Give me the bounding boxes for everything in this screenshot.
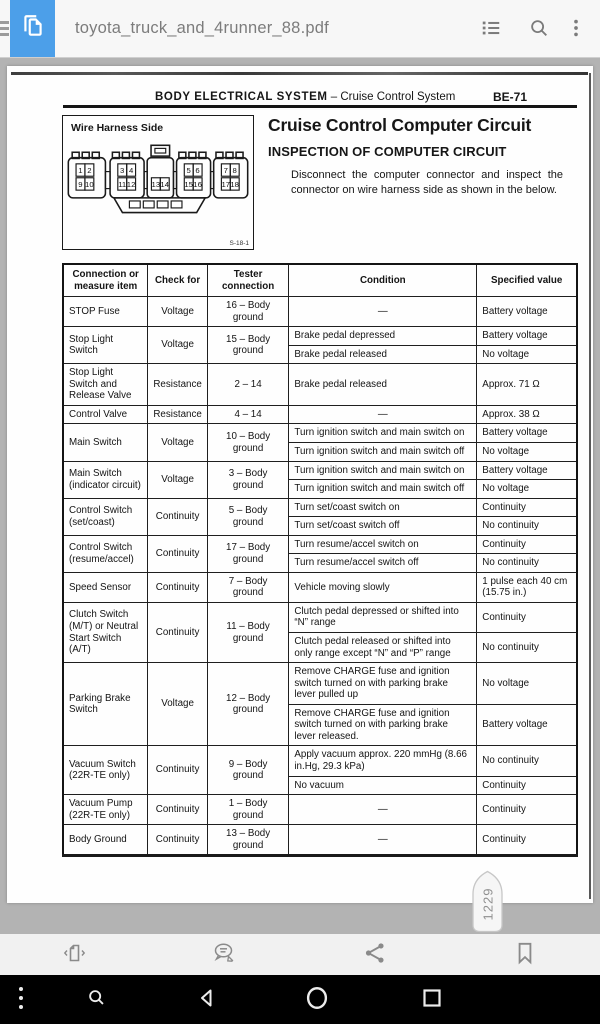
cell-specified-value: Battery voltage [477, 704, 577, 746]
section-subtitle: INSPECTION OF COMPUTER CIRCUIT [268, 144, 507, 159]
section-body-text: Disconnect the computer connector and inspect the connector on wire harness side as shown in the below. [291, 169, 563, 197]
cell-tester: 13 – Body ground [207, 825, 289, 856]
header-separator: – [327, 91, 341, 103]
cell-tester: 4 – 14 [207, 405, 289, 424]
table-row [63, 602, 577, 632]
menu-icon-partial[interactable] [0, 21, 9, 37]
wire-harness-diagram [62, 115, 254, 250]
app-bar [0, 0, 600, 58]
connector-drawing [66, 142, 250, 229]
document-pages-button[interactable] [10, 0, 55, 57]
section-text [268, 115, 580, 198]
page-code: BE-71 [493, 90, 528, 104]
search-button[interactable] [527, 17, 551, 41]
cell-condition: Turn ignition switch and main switch on [289, 461, 477, 480]
document-title: toyota_truck_and_4runner_88.pdf [75, 19, 329, 37]
cell-specified-value: Continuity [477, 498, 577, 517]
table-row [63, 424, 577, 443]
cell-check: Resistance [148, 364, 207, 406]
svg-text:3: 3 [120, 166, 125, 176]
svg-text:16: 16 [193, 180, 202, 190]
svg-text:1: 1 [78, 166, 83, 176]
cell-check: Continuity [148, 572, 207, 602]
cell-condition: Turn set/coast switch on [289, 498, 477, 517]
back-icon [195, 986, 219, 1013]
col-header-item: Connection or measure item [63, 264, 148, 297]
cell-check: Voltage [148, 424, 207, 461]
cell-specified-value: 1 pulse each 40 cm (15.75 in.) [477, 572, 577, 602]
col-header-tester: Tester connection [207, 264, 289, 297]
overflow-dots-icon [17, 985, 25, 1014]
cell-item: Control Switch (resume/accel) [63, 535, 148, 572]
table-row [63, 461, 577, 480]
cell-item: Stop Light Switch [63, 327, 148, 364]
recents-icon [420, 986, 444, 1013]
scan-artifact-top [11, 72, 588, 75]
svg-text:4: 4 [128, 166, 134, 176]
diagram-label: Wire Harness Side [71, 122, 164, 134]
cell-check: Continuity [148, 746, 207, 795]
cell-specified-value: Approx. 71 Ω [477, 364, 577, 406]
bookmark-icon [512, 940, 538, 969]
table-row [63, 535, 577, 554]
cell-condition: Turn ignition switch and main switch on [289, 424, 477, 443]
cell-condition: Turn ignition switch and main switch off [289, 480, 477, 499]
svg-text:14: 14 [160, 180, 170, 190]
cell-check: Voltage [148, 663, 207, 746]
cell-item: Main Switch (indicator circuit) [63, 461, 148, 498]
cell-tester: 10 – Body ground [207, 424, 289, 461]
cell-specified-value: No continuity [477, 554, 577, 573]
overflow-menu-button[interactable] [564, 17, 588, 41]
bookmark-button[interactable] [450, 934, 600, 975]
section-title: Cruise Control Computer Circuit [268, 115, 532, 135]
overflow-menu-icon [565, 17, 587, 42]
cell-condition: Brake pedal depressed [289, 327, 477, 346]
cell-item: Parking Brake Switch [63, 663, 148, 746]
table-row [63, 498, 577, 517]
cell-condition: Brake pedal released [289, 364, 477, 406]
cell-condition: Vehicle moving slowly [289, 572, 477, 602]
cell-tester: 7 – Body ground [207, 572, 289, 602]
cell-check: Continuity [148, 795, 207, 825]
table-row [63, 746, 577, 776]
toc-list-button[interactable] [479, 17, 503, 41]
cell-check: Continuity [148, 498, 207, 535]
cell-condition: Turn set/coast switch off [289, 517, 477, 536]
cell-condition: Remove CHARGE fuse and ignition switch turned on with parking brake lever pulled up [289, 663, 477, 705]
header-section: BODY ELECTRICAL SYSTEM [155, 91, 328, 103]
cell-item: Vacuum Pump (22R-TE only) [63, 795, 148, 825]
svg-text:2: 2 [87, 166, 92, 176]
android-navbar [0, 975, 600, 1024]
inspection-table [62, 263, 578, 857]
svg-text:12: 12 [126, 180, 136, 190]
table-header-row [63, 264, 577, 297]
svg-text:17: 17 [221, 180, 231, 190]
header-subsection: Cruise Control System [340, 91, 456, 103]
cell-condition: Apply vacuum approx. 220 mmHg (8.66 in.Hg, 29.3 kPa) [289, 746, 477, 776]
pages-copy-icon [20, 13, 46, 44]
table-row [63, 795, 577, 825]
cell-check: Voltage [148, 297, 207, 327]
cell-specified-value: Approx. 38 Ω [477, 405, 577, 424]
cell-specified-value: Battery voltage [477, 461, 577, 480]
annotate-comment-icon [211, 940, 239, 969]
cell-check: Voltage [148, 327, 207, 364]
svg-text:6: 6 [195, 166, 200, 176]
cell-check: Continuity [148, 602, 207, 662]
cell-tester: 5 – Body ground [207, 498, 289, 535]
cell-condition: — [289, 825, 477, 856]
pdf-viewer[interactable] [0, 57, 600, 934]
cell-specified-value: Battery voltage [477, 297, 577, 327]
cell-check: Voltage [148, 461, 207, 498]
col-header-value: Specified value [477, 264, 577, 297]
pdf-page [7, 66, 593, 903]
cell-tester: 15 – Body ground [207, 327, 289, 364]
cell-condition: Turn ignition switch and main switch off [289, 443, 477, 462]
table-row [63, 663, 577, 705]
cell-check: Continuity [148, 825, 207, 856]
svg-text:9: 9 [78, 180, 83, 190]
cell-item: Body Ground [63, 825, 148, 856]
cell-condition: Remove CHARGE fuse and ignition switch turned on with parking brake lever released. [289, 704, 477, 746]
cell-specified-value: No voltage [477, 345, 577, 364]
cell-condition: Turn resume/accel switch on [289, 535, 477, 554]
svg-text:5: 5 [186, 166, 191, 176]
cell-specified-value: Continuity [477, 602, 577, 632]
cell-specified-value: Continuity [477, 795, 577, 825]
cell-tester: 17 – Body ground [207, 535, 289, 572]
table-row [63, 364, 577, 406]
svg-text:10: 10 [85, 180, 94, 190]
cell-specified-value: No voltage [477, 443, 577, 462]
table-row [63, 572, 577, 602]
figure-code: S-18-1 [229, 240, 249, 247]
table-row [63, 405, 577, 424]
search-icon [528, 17, 550, 42]
cell-item: Clutch Switch (M/T) or Neutral Start Switch (A/T) [63, 602, 148, 662]
recents-button[interactable] [419, 975, 445, 1024]
cell-specified-value: No continuity [477, 633, 577, 663]
table-row [63, 297, 577, 327]
cell-check: Continuity [148, 535, 207, 572]
cell-condition: Clutch pedal depressed or shifted into “N” range [289, 602, 477, 632]
page-scroll-indicator[interactable] [472, 870, 503, 933]
cell-specified-value: No continuity [477, 746, 577, 776]
cell-condition: — [289, 297, 477, 327]
cell-specified-value: No continuity [477, 517, 577, 536]
home-button[interactable] [304, 975, 330, 1024]
cell-condition: — [289, 795, 477, 825]
svg-text:7: 7 [223, 166, 228, 176]
navbar-menu-button[interactable] [10, 975, 32, 1024]
svg-text:15: 15 [184, 180, 193, 190]
cell-specified-value: No voltage [477, 663, 577, 705]
cell-specified-value: Continuity [477, 535, 577, 554]
share-button[interactable] [300, 934, 450, 975]
cell-specified-value: Continuity [477, 825, 577, 856]
cell-item: Control Switch (set/coast) [63, 498, 148, 535]
cell-specified-value: Battery voltage [477, 327, 577, 346]
cell-item: Stop Light Switch and Release Valve [63, 364, 148, 406]
table-row [63, 327, 577, 346]
cell-condition: Turn resume/accel switch off [289, 554, 477, 573]
cell-condition: No vacuum [289, 776, 477, 795]
annotate-button[interactable] [150, 934, 300, 975]
svg-text:8: 8 [232, 166, 237, 176]
scroll-page-number: 1229 [480, 887, 495, 921]
toc-list-icon [480, 17, 502, 42]
table-row [63, 825, 577, 856]
cell-condition: Brake pedal released [289, 345, 477, 364]
scan-artifact-right [589, 73, 591, 899]
cell-tester: 3 – Body ground [207, 461, 289, 498]
cell-tester: 16 – Body ground [207, 297, 289, 327]
cell-tester: 11 – Body ground [207, 602, 289, 662]
page-header [155, 91, 455, 103]
svg-text:11: 11 [118, 180, 127, 190]
svg-text:18: 18 [230, 180, 239, 190]
pdf-toolbar [0, 934, 600, 975]
cell-tester: 1 – Body ground [207, 795, 289, 825]
cell-specified-value: No voltage [477, 480, 577, 499]
search-icon [86, 987, 108, 1012]
cell-item: Speed Sensor [63, 572, 148, 602]
navbar-search-button[interactable] [84, 975, 110, 1024]
home-icon [304, 985, 330, 1014]
cell-condition: — [289, 405, 477, 424]
cell-item: STOP Fuse [63, 297, 148, 327]
cell-tester: 9 – Body ground [207, 746, 289, 795]
header-rule [63, 105, 577, 108]
share-icon [362, 940, 388, 969]
cell-check: Resistance [148, 405, 207, 424]
page-view-icon [61, 940, 89, 969]
cell-specified-value: Battery voltage [477, 424, 577, 443]
col-header-cond: Condition [289, 264, 477, 297]
back-button[interactable] [194, 975, 220, 1024]
page-view-button[interactable] [0, 934, 150, 975]
cell-tester: 12 – Body ground [207, 663, 289, 746]
svg-text:13: 13 [151, 180, 161, 190]
col-header-check: Check for [148, 264, 207, 297]
cell-item: Main Switch [63, 424, 148, 461]
cell-condition: Clutch pedal released or shifted into only range except “N” and “P” range [289, 633, 477, 663]
cell-item: Control Valve [63, 405, 148, 424]
cell-item: Vacuum Switch (22R-TE only) [63, 746, 148, 795]
cell-tester: 2 – 14 [207, 364, 289, 406]
cell-specified-value: Continuity [477, 776, 577, 795]
